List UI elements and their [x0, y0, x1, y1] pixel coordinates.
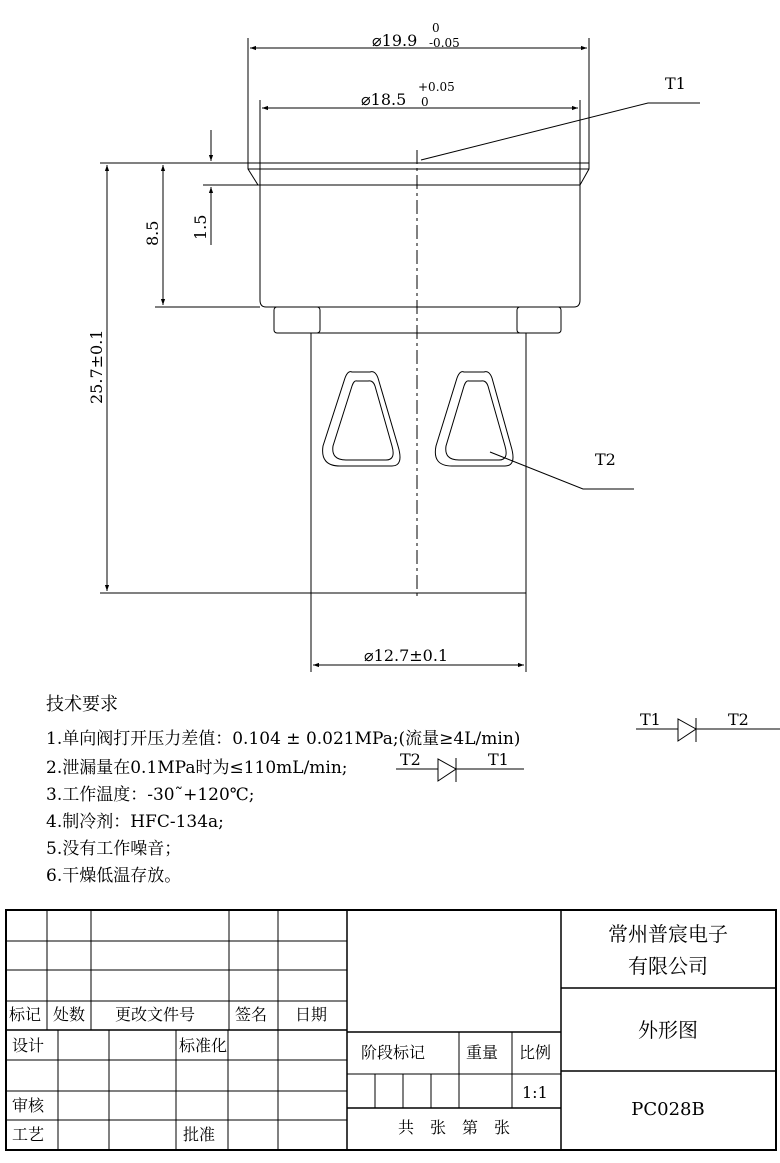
inner-dia-tol-lower: 0 — [421, 95, 429, 109]
tb-approve-label: 批准 — [183, 1125, 216, 1144]
diode-symbol-t2-t1 — [396, 752, 530, 792]
diode2-right-label: T1 — [488, 752, 509, 769]
left-window — [323, 372, 400, 466]
tb-process-label: 工艺 — [12, 1125, 45, 1144]
tb-review-label: 审核 — [12, 1096, 45, 1115]
tb-sheets: 共 张 第 张 — [397, 1118, 511, 1137]
outer-dia-tol-lower: -0.05 — [429, 36, 460, 50]
tb-header-signature: 签名 — [235, 1005, 268, 1024]
company-name-line1: 常州普宸电子 — [608, 922, 728, 946]
outer-dia-tol-upper: 0 — [432, 21, 440, 35]
diode-symbol-t1-t2 — [636, 712, 780, 752]
tb-standardization-label: 标准化 — [179, 1036, 228, 1055]
tb-header-change-doc: 更改文件号 — [115, 1005, 196, 1024]
t1-callout: T1 — [665, 74, 686, 93]
inner-dia-label: ⌀18.5 — [361, 90, 407, 109]
title-block — [0, 908, 780, 1163]
drawing-title: 外形图 — [638, 1018, 698, 1042]
drawing-number: PC028B — [631, 1099, 705, 1120]
tb-design-label: 设计 — [12, 1036, 45, 1055]
right-window — [435, 372, 513, 466]
requirement-6: 6.干燥低温存放。 — [46, 866, 182, 886]
tb-weight-label: 重量 — [466, 1043, 499, 1062]
company-name-line2: 有限公司 — [628, 954, 708, 978]
requirement-4: 4.制冷剂：HFC-134a; — [46, 812, 224, 832]
technical-requirements — [0, 690, 780, 900]
cap-height-label: 8.5 — [143, 220, 162, 246]
requirement-1: 1.单向阀打开压力差值：0.104 ± 0.021MPa;(流量≥4L/min) — [46, 729, 521, 749]
body-dia-label: ⌀12.7±0.1 — [364, 646, 449, 665]
right-tab — [517, 307, 561, 333]
diode2-left-label: T2 — [400, 752, 421, 769]
tb-header-date: 日期 — [295, 1005, 328, 1024]
lower-body — [311, 333, 526, 593]
tb-scale-label: 比例 — [519, 1043, 552, 1062]
inner-dia-tol-upper: +0.05 — [418, 80, 455, 94]
cap-body — [260, 185, 580, 307]
diode1-right-label: T2 — [728, 712, 749, 729]
tb-stage-mark-label: 阶段标记 — [361, 1043, 426, 1062]
total-height-label: 25.7±0.1 — [87, 329, 106, 404]
diode1-left-label: T1 — [640, 712, 661, 729]
outer-dia-label: ⌀19.9 — [372, 31, 418, 50]
left-tab — [274, 307, 320, 333]
tb-scale-value: 1:1 — [522, 1083, 548, 1102]
flange-height-label: 1.5 — [191, 214, 210, 240]
requirement-2: 2.泄漏量在0.1MPa时为≤110mL/min; — [46, 758, 348, 778]
tb-header-mark: 标记 — [9, 1005, 42, 1024]
requirement-3: 3.工作温度：-30˜+120℃; — [46, 785, 255, 805]
flange — [248, 163, 589, 185]
t2-callout: T2 — [595, 450, 616, 469]
requirement-5: 5.没有工作噪音； — [46, 839, 182, 859]
requirements-title: 技术要求 — [46, 694, 118, 715]
tb-header-count: 处数 — [53, 1005, 86, 1024]
